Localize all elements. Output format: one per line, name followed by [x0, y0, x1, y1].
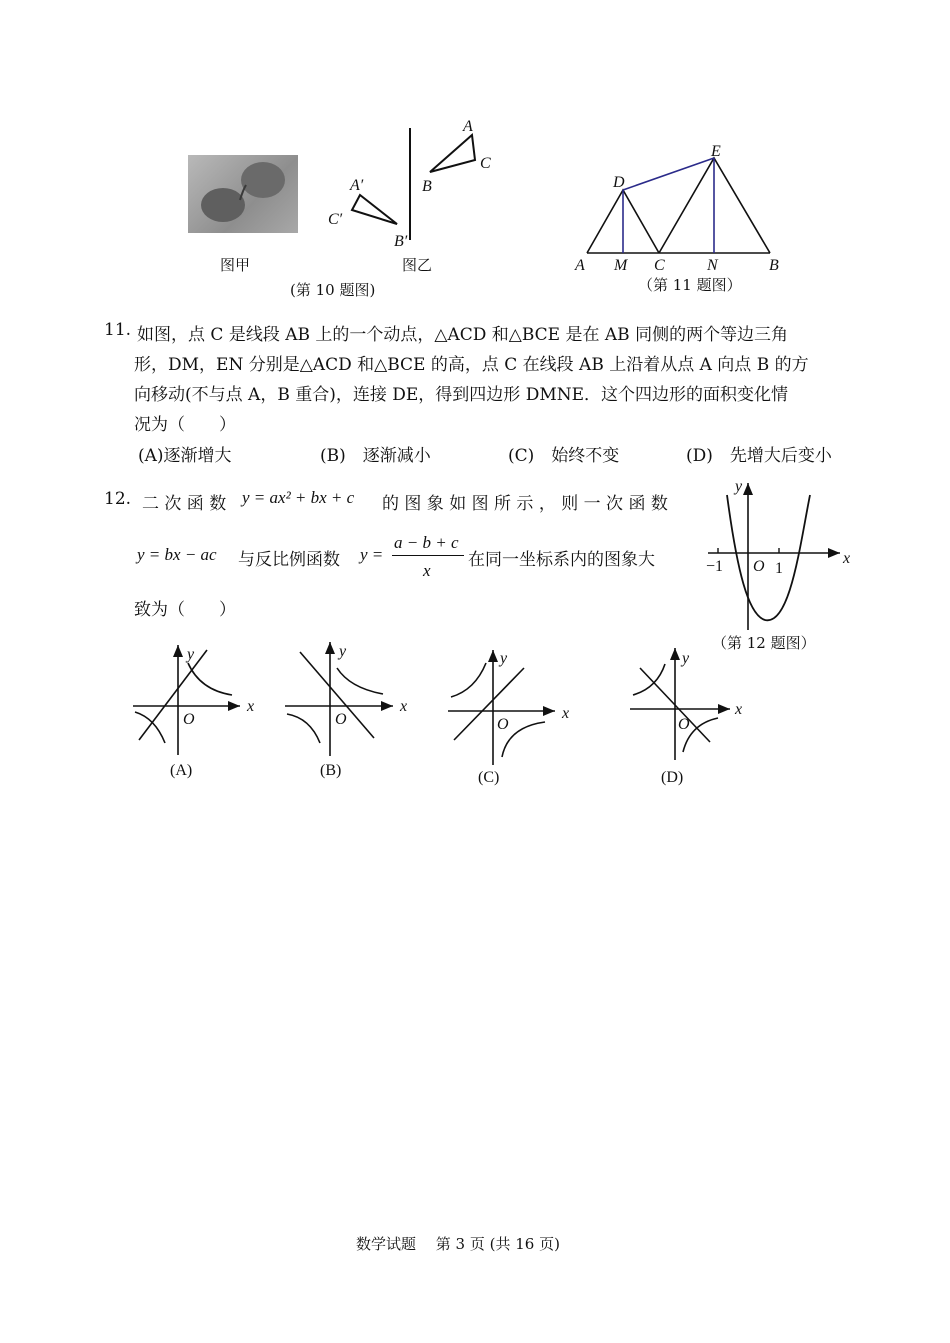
q11-caption: （第 11 题图） — [638, 276, 742, 294]
choice-a-x: x — [247, 698, 255, 715]
label-a-prime: A′ — [350, 177, 364, 194]
q12-frac-numerator: a − b + c — [394, 533, 459, 552]
choice-b-label[interactable]: (B) — [320, 762, 342, 779]
q12-formula-quadratic: y = ax² + bx + c — [242, 488, 355, 507]
q11-line-3: 向移动(不与点 A，B 重合)，连接 DE，得到四边形 DMNE．这个四边形的面积变化情 — [134, 385, 789, 405]
choice-d-y: y — [682, 650, 690, 667]
label-n: N — [707, 257, 718, 274]
origin-label: O — [753, 558, 765, 575]
tick-minus-one: −1 — [706, 558, 724, 575]
option-key: (A) — [138, 446, 164, 466]
axis-y-label: y — [735, 478, 743, 495]
choice-d-label[interactable]: (D) — [661, 769, 684, 786]
option-text: 逐渐减小 — [362, 446, 431, 466]
choice-a-label[interactable]: (A) — [170, 762, 193, 779]
option-text: 始终不变 — [551, 446, 620, 466]
axis-x-label: x — [843, 550, 851, 567]
label-b: B — [422, 178, 432, 195]
choice-b-x: x — [400, 698, 408, 715]
label-d: D — [613, 174, 625, 191]
label-b-prime: B′ — [394, 233, 408, 250]
tick-one: 1 — [775, 560, 783, 577]
choice-c-x: x — [562, 705, 570, 722]
option-text: 逐渐增大 — [163, 446, 232, 466]
option-key: (C) — [508, 446, 535, 466]
choice-c-y: y — [500, 650, 508, 667]
q12-line-1a: 二 次 函 数 — [142, 494, 227, 514]
q12-line-3: 致为（ ） — [134, 600, 236, 620]
option-key: (D) — [686, 446, 713, 466]
q12-frac-lhs: y = — [360, 545, 384, 564]
q12-line-2b: 在同一坐标系内的图象大 — [468, 550, 655, 570]
option-text: 先增大后变小 — [729, 446, 832, 466]
q11-number: 11. — [104, 320, 132, 340]
choice-b-y: y — [339, 643, 347, 660]
label-c: C — [654, 257, 665, 274]
fig-a-caption: 图甲 — [220, 256, 251, 274]
choice-c-origin: O — [497, 716, 509, 733]
q12-caption: （第 12 题图） — [712, 634, 816, 652]
q10-caption: (第 10 题图) — [290, 281, 376, 299]
q12-number: 12. — [104, 489, 132, 509]
choice-d-origin: O — [678, 716, 690, 733]
label-a: A — [463, 118, 473, 135]
fig-b-caption: 图乙 — [402, 256, 433, 274]
label-e: E — [711, 143, 721, 160]
q12-line-1b: 的 图 象 如 图 所 示 ， 则 一 次 函 数 — [382, 494, 668, 514]
page-footer: 数学试题 第 3 页 (共 16 页) — [356, 1235, 560, 1253]
label-a: A — [575, 257, 585, 274]
q11-line-1: 如图，点 C 是线段 AB 上的一个动点，△ACD 和△BCE 是在 AB 同侧的两个等边三角 — [137, 325, 789, 345]
q11-line-4: 况为（ ） — [134, 415, 236, 435]
choice-d-x: x — [735, 701, 743, 718]
label-c: C — [480, 155, 491, 172]
choice-a-y: y — [187, 646, 195, 663]
label-m: M — [614, 257, 628, 274]
q11-line-2: 形，DM，EN 分别是△ACD 和△BCE 的高，点 C 在线段 AB 上沿着从点 A 向点 B 的方 — [134, 355, 809, 375]
q12-line-2a: 与反比例函数 — [238, 550, 340, 570]
label-c-prime: C′ — [328, 211, 343, 228]
choice-a-origin: O — [183, 711, 195, 728]
option-key: (B) — [320, 446, 346, 466]
q12-frac-denominator: x — [423, 561, 431, 580]
choice-b-origin: O — [335, 711, 347, 728]
q12-formula-linear: y = bx − ac — [137, 545, 217, 564]
label-b: B — [769, 257, 779, 274]
choice-c-label[interactable]: (C) — [478, 769, 500, 786]
